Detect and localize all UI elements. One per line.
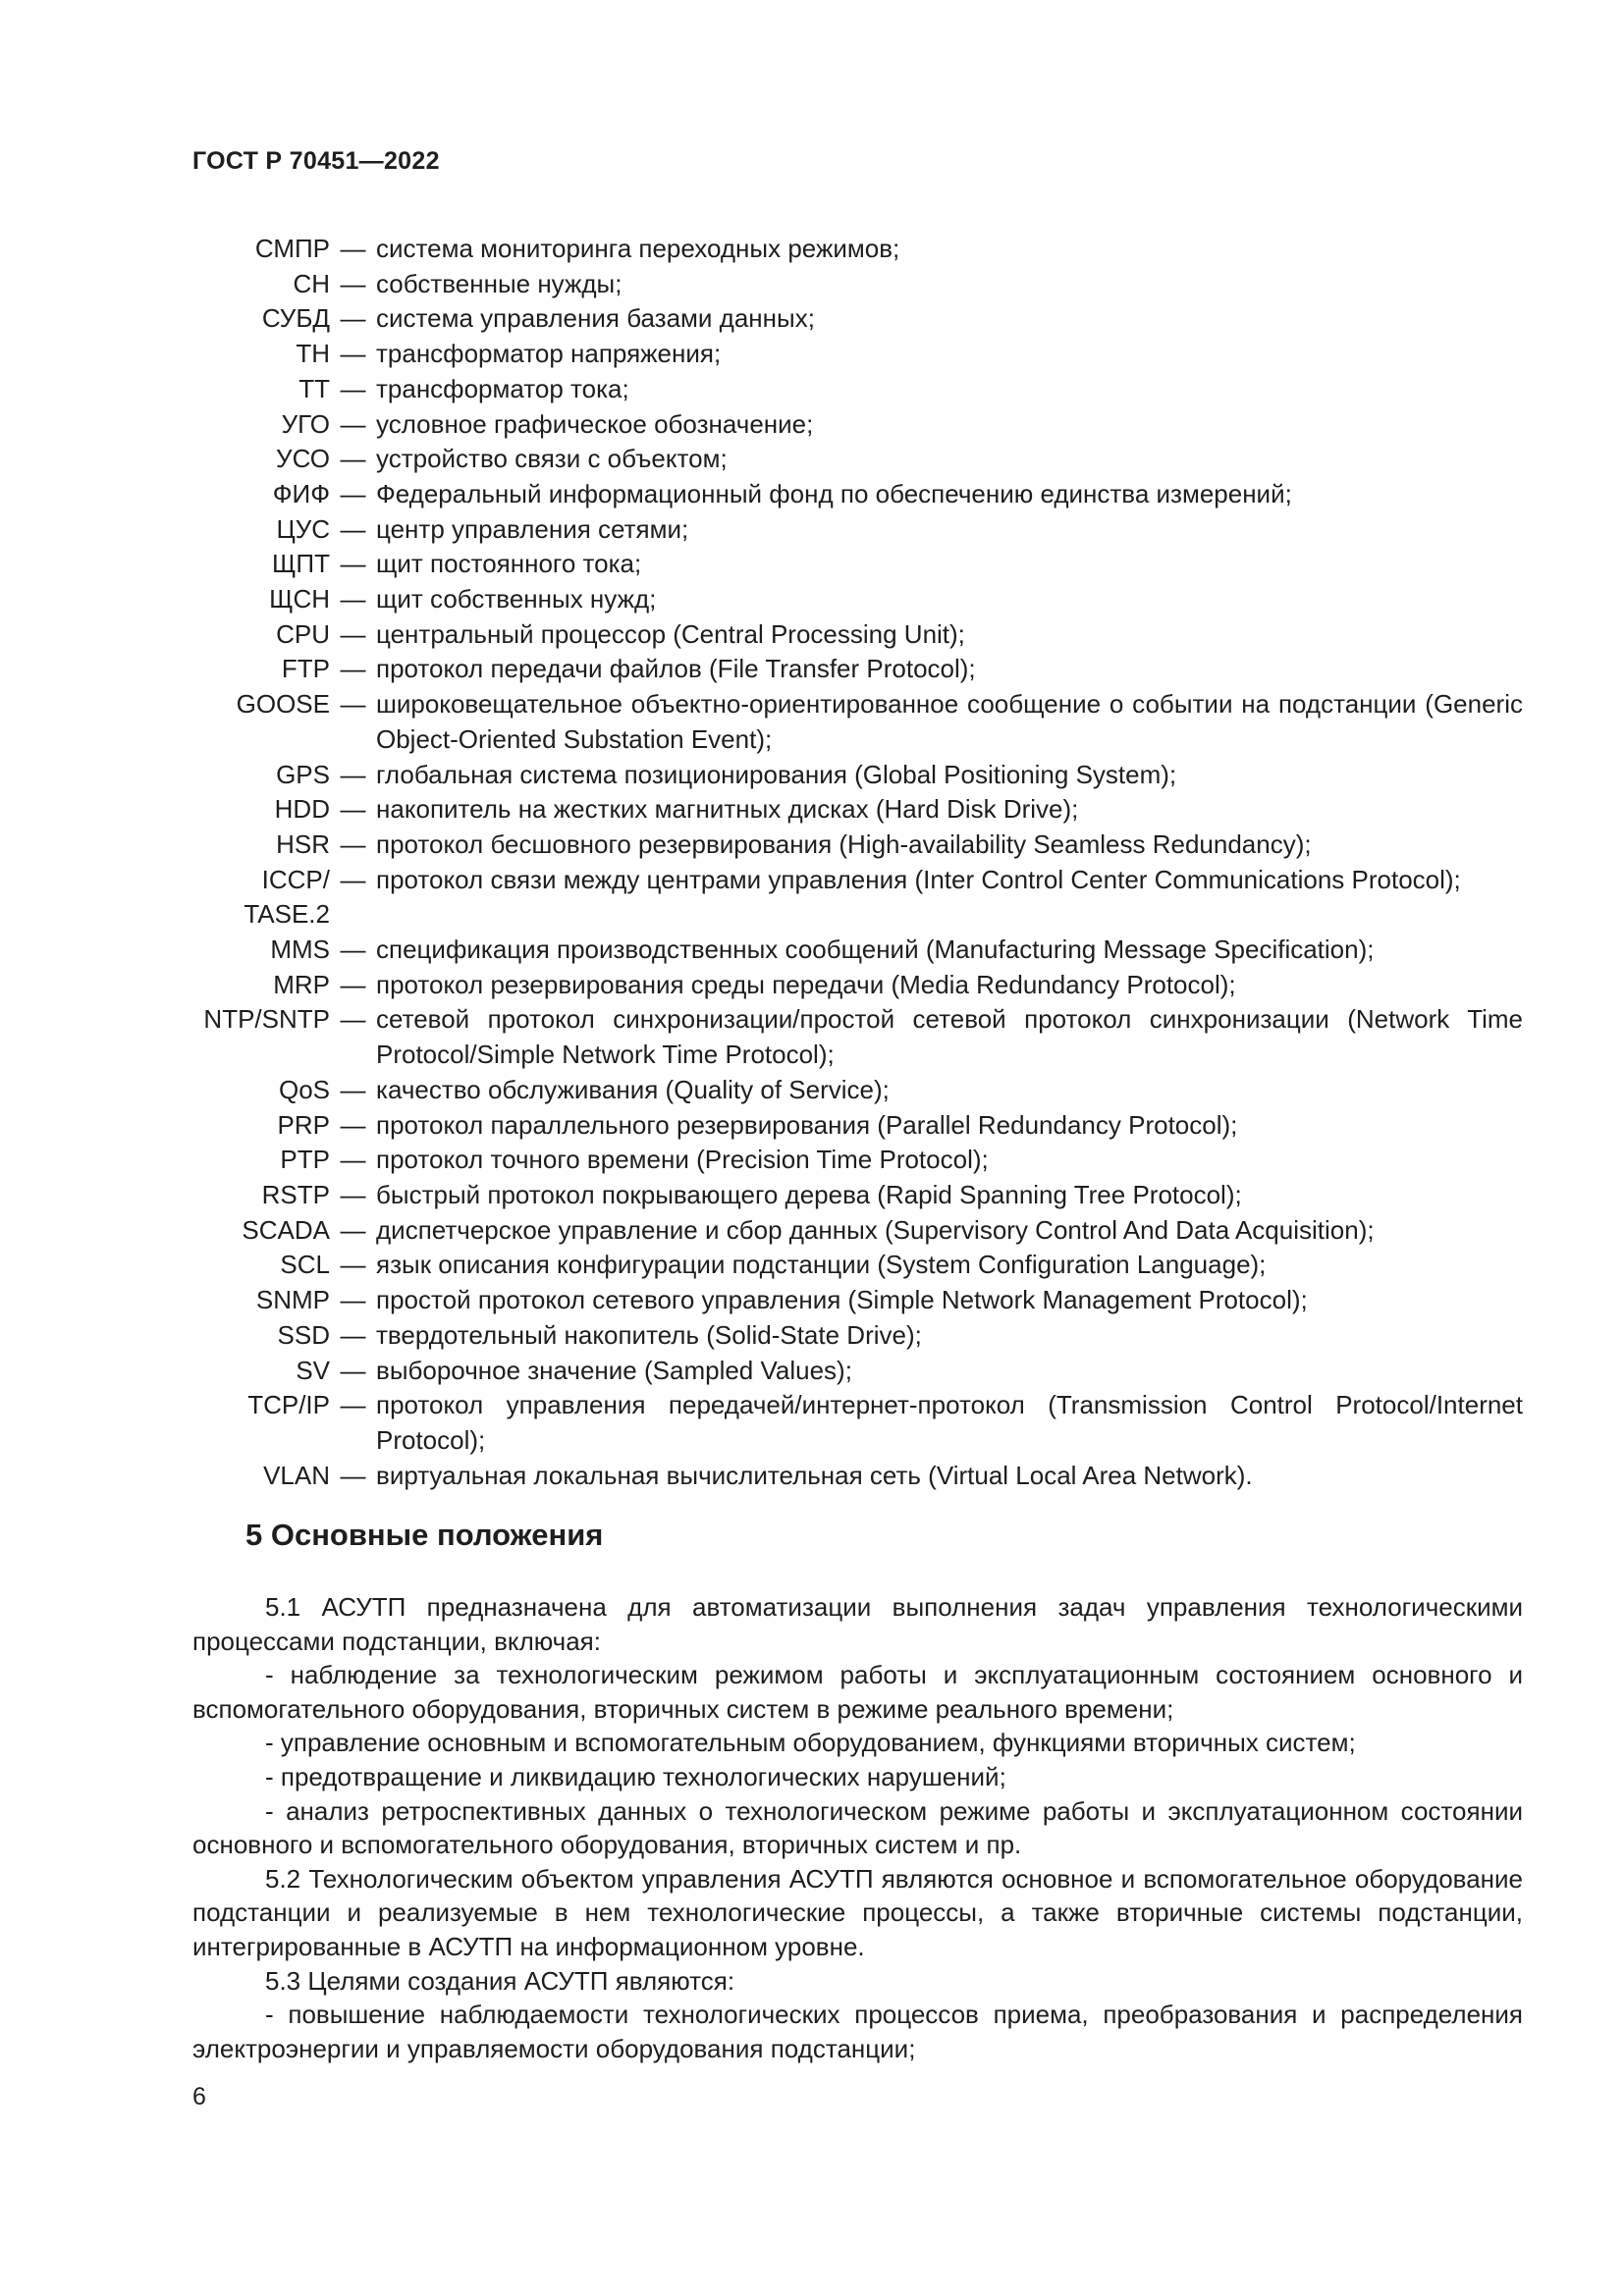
abbreviation-dash: — (340, 513, 366, 544)
abbreviation-term: СУБД (261, 303, 330, 334)
abbreviation-dash: — (340, 759, 366, 789)
abbreviation-definition: сетевой протокол синхронизации/простой сетевой протокол синхронизации (Network Time Protocol/Simple Network Time Protocol); (376, 1004, 1523, 1070)
abbreviation-row (192, 828, 1523, 863)
abbreviation-dash: — (340, 549, 366, 579)
abbreviation-row (192, 547, 1523, 582)
abbreviation-dash: — (340, 373, 366, 403)
abbreviation-term: HDD (274, 794, 330, 825)
abbreviation-dash: — (340, 408, 366, 439)
abbreviation-dash: — (340, 934, 366, 965)
abbreviation-definition: быстрый протокол покрывающего дерева (Rapid Spanning Tree Protocol); (376, 1179, 1242, 1209)
abbreviation-row (192, 1073, 1523, 1108)
abbreviation-row (192, 442, 1523, 477)
abbreviation-definition: трансформатор тока; (376, 373, 629, 403)
abbreviation-row (192, 758, 1523, 793)
abbreviation-row (192, 617, 1523, 653)
abbreviation-term: SCADA (242, 1214, 330, 1245)
abbreviation-definition: протокол резервирования среды передачи (Media Redundancy Protocol); (376, 969, 1236, 999)
abbreviation-dash: — (340, 828, 366, 859)
abbreviation-definition: центр управления сетями; (376, 513, 689, 544)
abbreviation-definition: диспетчерское управление и сбор данных (Supervisory Control And Data Acquisition); (376, 1214, 1375, 1245)
abbreviation-definition: щит собственных нужд; (376, 584, 657, 614)
abbreviation-definition: система мониторинга переходных режимов; (376, 234, 900, 263)
abbreviation-row (192, 582, 1523, 617)
body-paragraph: - повышение наблюдаемости технологических процессов приема, преобразования и распределения электроэнергии и управляемости оборудования подстанции; (192, 2000, 1523, 2063)
abbreviation-dash: — (340, 1390, 366, 1420)
abbreviation-definition: трансформатор напряжения; (376, 339, 722, 369)
abbreviation-row (192, 1354, 1523, 1389)
abbreviation-term: CPU (276, 618, 330, 649)
abbreviation-definition: центральный процессор (Central Processing Unit); (376, 618, 965, 649)
abbreviation-row (192, 407, 1523, 443)
abbreviation-row (192, 1248, 1523, 1283)
abbreviation-definition: широковещательное объектно-ориентированное сообщение о событии на подстанции (Generic Object-Oriented Substation Event); (376, 689, 1523, 754)
document-header: ГОСТ Р 70451—2022 (192, 147, 440, 175)
abbreviation-term: QoS (278, 1074, 330, 1104)
abbreviation-list (192, 232, 1523, 1493)
abbreviation-dash: — (340, 689, 366, 720)
abbreviation-definition: Федеральный информационный фонд по обеспечению единства измерений; (376, 478, 1292, 508)
abbreviation-term: SCL (280, 1250, 330, 1280)
abbreviation-row (192, 1388, 1523, 1458)
abbreviation-term: СН (293, 268, 330, 298)
abbreviation-row (192, 267, 1523, 302)
abbreviation-dash: — (340, 864, 366, 894)
abbreviation-row (192, 1283, 1523, 1318)
abbreviation-dash: — (340, 654, 366, 684)
abbreviation-definition: протокол параллельного резервирования (Parallel Redundancy Protocol); (376, 1109, 1238, 1140)
abbreviation-definition: выборочное значение (Sampled Values); (376, 1355, 852, 1385)
abbreviation-row (192, 792, 1523, 828)
abbreviation-dash: — (340, 1460, 366, 1490)
abbreviation-dash: — (340, 1004, 366, 1035)
abbreviation-row (192, 687, 1523, 757)
abbreviation-term: УГО (281, 408, 330, 439)
abbreviation-row (192, 1143, 1523, 1178)
abbreviation-definition: протокол бесшовного резервирования (High-availability Seamless Redundancy); (376, 828, 1312, 859)
abbreviation-definition: система управления базами данных; (376, 303, 815, 334)
abbreviation-definition: глобальная система позиционирования (Global Positioning System); (376, 759, 1177, 789)
abbreviation-row (192, 512, 1523, 548)
abbreviation-term: PTP (280, 1145, 330, 1175)
abbreviation-dash: — (340, 969, 366, 999)
abbreviation-dash: — (340, 618, 366, 649)
body-paragraph: - анализ ретроспективных данных о технологическом режиме работы и эксплуатационном состоянии основного и вспомогательного оборудования, вторичных систем и пр. (192, 1795, 1523, 1860)
abbreviation-dash: — (340, 584, 366, 614)
abbreviation-term: MMS (270, 934, 330, 965)
abbreviation-term: NTP/SNTP (203, 1004, 330, 1035)
abbreviation-definition: простой протокол сетевого управления (Simple Network Management Protocol); (376, 1285, 1308, 1315)
abbreviation-term: ФИФ (272, 478, 330, 508)
body-paragraph: - предотвращение и ликвидацию технологических нарушений; (265, 1761, 1006, 1791)
abbreviation-definition: протокол связи между центрами управления (Inter Control Center Communications Protocol); (376, 864, 1461, 894)
abbreviation-dash: — (340, 1109, 366, 1140)
abbreviation-term: SV (296, 1355, 330, 1385)
abbreviation-term: ЩПТ (272, 549, 330, 579)
abbreviation-term: ТН (296, 339, 330, 369)
abbreviation-dash: — (340, 794, 366, 825)
abbreviation-term: ТТ (298, 373, 330, 403)
abbreviation-definition: качество обслуживания (Quality of Service); (376, 1074, 890, 1104)
abbreviation-term: TCP/IP (247, 1390, 330, 1420)
abbreviation-definition: условное графическое обозначение; (376, 408, 814, 439)
abbreviation-definition: протокол точного времени (Precision Time Protocol); (376, 1145, 989, 1175)
abbreviation-term: SSD (277, 1319, 330, 1350)
page-number: 6 (192, 2083, 206, 2110)
abbreviation-term: GOOSE (236, 689, 330, 720)
abbreviation-dash: — (340, 1355, 366, 1385)
abbreviation-term: VLAN (263, 1460, 330, 1490)
abbreviation-term: SNMP (255, 1285, 330, 1315)
abbreviation-dash: — (340, 478, 366, 508)
abbreviation-term: СМПР (254, 234, 330, 263)
abbreviation-dash: — (340, 1214, 366, 1245)
abbreviation-term: MRP (273, 969, 330, 999)
abbreviation-term: FTP (281, 654, 330, 684)
abbreviation-definition: твердотельный накопитель (Solid-State Drive); (376, 1319, 922, 1350)
abbreviation-definition: спецификация производственных сообщений (Manufacturing Message Specification); (376, 934, 1375, 965)
abbreviation-dash: — (340, 1074, 366, 1104)
body-paragraph: 5.1 АСУТП предназначена для автоматизации выполнения задач управления технологическими процессами подстанции, включая: (192, 1592, 1523, 1656)
abbreviation-definition: протокол передачи файлов (File Transfer Protocol); (376, 654, 976, 684)
abbreviation-term: ЦУС (276, 513, 330, 544)
body-paragraph: - управление основным и вспомогательным оборудованием, функциями вторичных систем; (265, 1728, 1356, 1758)
abbreviation-dash: — (340, 1285, 366, 1315)
abbreviation-term: ICCP/ TASE.2 (244, 864, 330, 930)
abbreviation-dash: — (340, 268, 366, 298)
abbreviation-dash: — (340, 339, 366, 369)
abbreviation-term: УСО (276, 444, 330, 474)
abbreviation-row (192, 652, 1523, 687)
abbreviation-row (192, 372, 1523, 407)
abbreviation-row (192, 1318, 1523, 1354)
abbreviation-row (192, 933, 1523, 968)
abbreviation-dash: — (340, 303, 366, 334)
body-paragraph: 5.2 Технологическим объектом управления АСУТП являются основное и вспомогательное оборудование подстанции и реализуемые в нем технологические процессы, а также вторичные системы подстанции, интегрированные в АСУТП на информационном уровне. (192, 1863, 1523, 1961)
abbreviation-row (192, 337, 1523, 372)
abbreviation-definition: щит постоянного тока; (376, 549, 642, 579)
abbreviation-row (192, 1459, 1523, 1494)
abbreviation-term: RSTP (261, 1179, 330, 1209)
abbreviation-dash: — (340, 1250, 366, 1280)
abbreviation-dash: — (340, 444, 366, 474)
abbreviation-row (192, 1002, 1523, 1072)
abbreviation-term: ЩСН (269, 584, 330, 614)
abbreviation-row (192, 1178, 1523, 1213)
abbreviation-dash: — (340, 234, 366, 263)
body-paragraph: - наблюдение за технологическим режимом работы и эксплуатационным состоянием основного и вспомогательного оборудования, вторичных систем в режиме реального времени; (192, 1660, 1523, 1724)
section-heading: 5 Основные положения (245, 1518, 604, 1552)
abbreviation-row (192, 301, 1523, 337)
abbreviation-definition: виртуальная локальная вычислительная сеть (Virtual Local Area Network). (376, 1460, 1253, 1490)
abbreviation-dash: — (340, 1179, 366, 1209)
abbreviation-term: PRP (277, 1109, 330, 1140)
abbreviation-definition: накопитель на жестких магнитных дисках (Hard Disk Drive); (376, 794, 1079, 825)
abbreviation-definition: протокол управления передачей/интернет-протокол (Transmission Control Protocol/Internet Protocol); (376, 1390, 1523, 1455)
abbreviation-dash: — (340, 1145, 366, 1175)
abbreviation-term: HSR (276, 828, 330, 859)
abbreviation-term: GPS (276, 759, 330, 789)
abbreviation-row (192, 863, 1523, 933)
abbreviation-row (192, 1213, 1523, 1249)
abbreviation-dash: — (340, 1319, 366, 1350)
abbreviation-definition: собственные нужды; (376, 268, 623, 298)
abbreviation-definition: устройство связи с объектом; (376, 444, 728, 474)
body-paragraph: 5.3 Целями создания АСУТП являются: (265, 1965, 735, 1996)
abbreviation-definition: язык описания конфигурации подстанции (System Configuration Language); (376, 1250, 1267, 1280)
section-body (192, 1590, 1523, 2065)
abbreviation-row (192, 1108, 1523, 1144)
abbreviation-row (192, 968, 1523, 1003)
abbreviation-row (192, 232, 1523, 267)
abbreviation-row (192, 477, 1523, 512)
